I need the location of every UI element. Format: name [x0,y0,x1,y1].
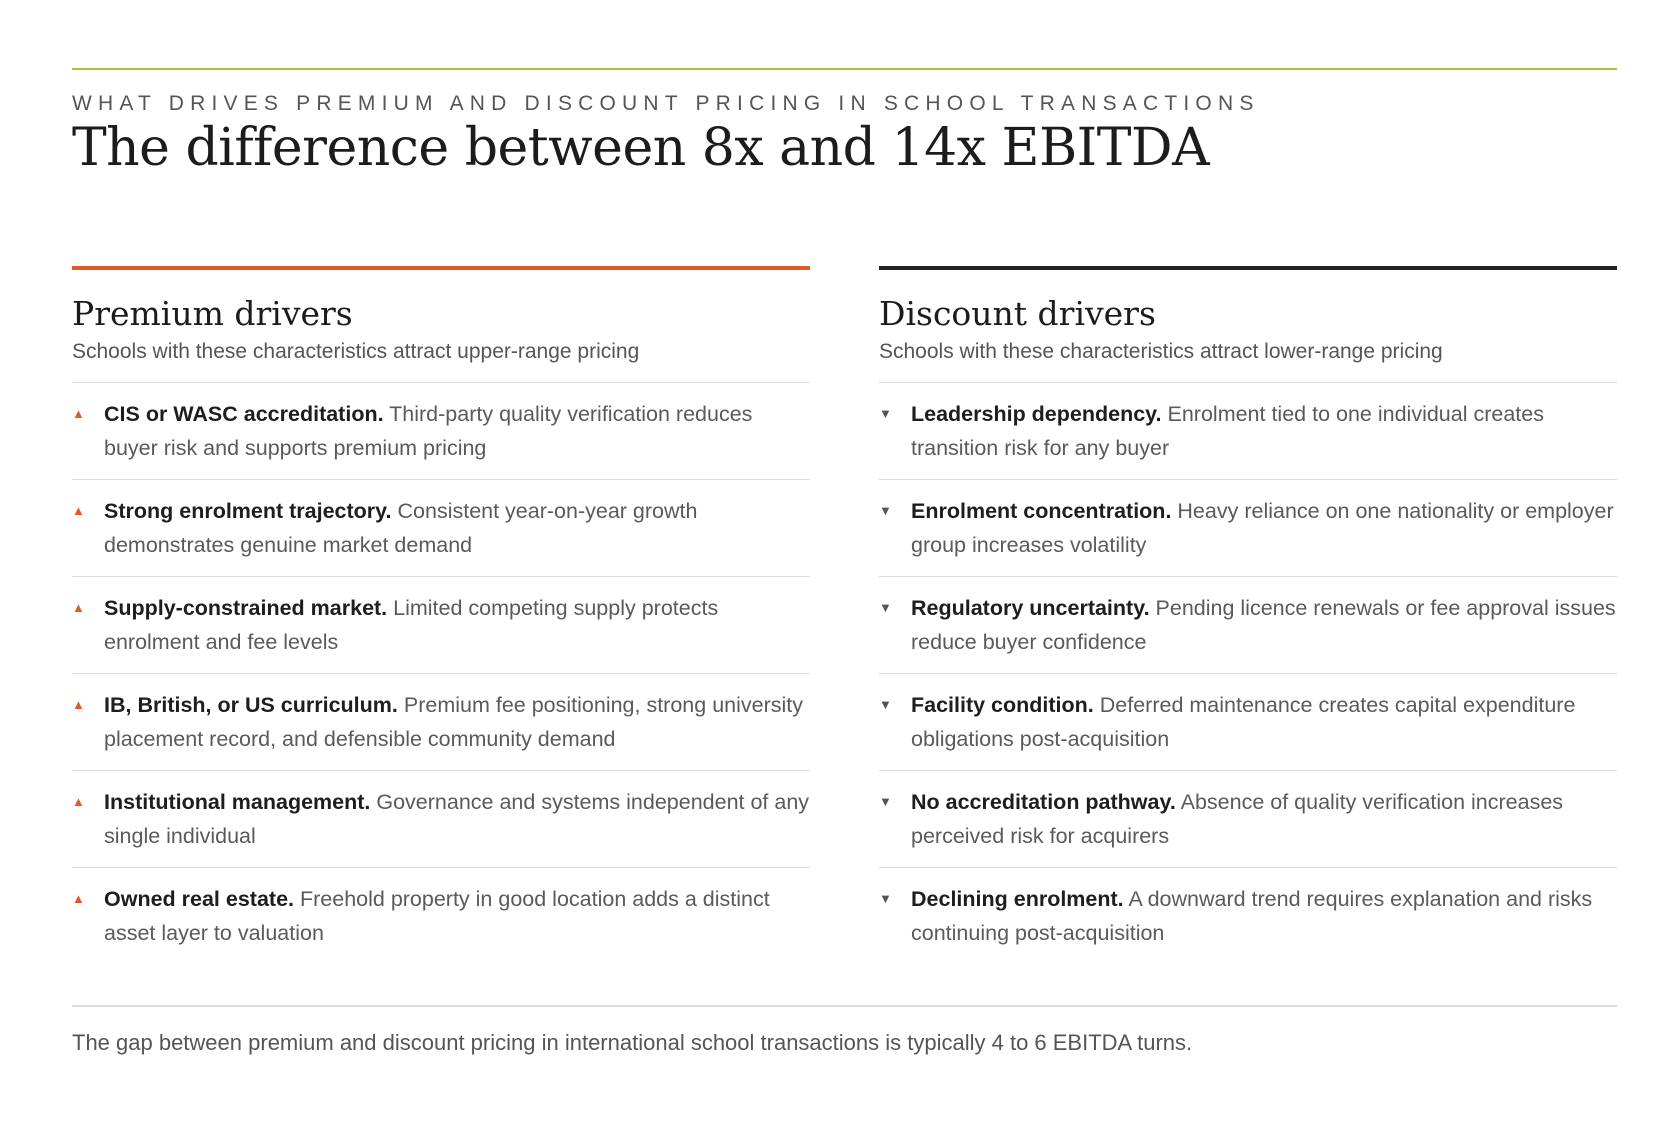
discount-driver-text [911,688,1617,756]
discount-driver-title: Facility condition. [911,693,1094,717]
up-triangle-icon: ▲ [72,891,85,906]
discount-driver-title: Regulatory uncertainty. [911,596,1150,620]
down-triangle-icon: ▼ [879,406,892,421]
discount-driver-text [911,591,1617,659]
footer-note: The gap between premium and discount pricing in international school transactions is typically 4 to 6 EBITDA turns. [72,1030,1193,1055]
premium-driver-title: Institutional management. [104,790,371,814]
discount-driver-text [911,397,1617,465]
discount-driver-description: Heavy reliance on one nationality or employer group increases volatility [911,499,1614,557]
discount-driver-text [911,494,1617,562]
premium-driver-title: IB, British, or US curriculum. [104,693,398,717]
discount-driver-item [879,674,1617,771]
premium-driver-title: Owned real estate. [104,887,294,911]
premium-heading: Premium drivers [72,294,353,333]
up-triangle-icon: ▲ [72,503,85,518]
discount-driver-text [911,785,1617,853]
premium-driver-text [104,882,810,950]
premium-driver-item [72,771,810,868]
down-triangle-icon: ▼ [879,891,892,906]
up-triangle-icon: ▲ [72,406,85,421]
premium-driver-item [72,577,810,674]
premium-driver-text [104,591,810,659]
down-triangle-icon: ▼ [879,600,892,615]
discount-driver-title: Declining enrolment. [911,887,1124,911]
discount-driver-item [879,868,1617,964]
eyebrow-label: WHAT DRIVES PREMIUM AND DISCOUNT PRICING IN SCHOOL TRANSACTIONS [72,92,1260,115]
premium-driver-description: Premium fee positioning, strong university placement record, and defensible community demand [104,693,804,751]
page-title: The difference between 8x and 14x EBITDA [72,118,1210,178]
discount-driver-item [879,577,1617,674]
discount-driver-text [911,882,1617,950]
footer-divider [72,1005,1617,1007]
discount-driver-item [879,383,1617,480]
up-triangle-icon: ▲ [72,600,85,615]
discount-driver-description: A downward trend requires explanation and risks continuing post-acquisition [911,887,1593,945]
premium-driver-title: Supply-constrained market. [104,596,388,620]
premium-driver-item [72,868,810,964]
premium-driver-text [104,494,810,562]
discount-driver-title: Enrolment concentration. [911,499,1172,523]
discount-driver-description: Enrolment tied to one individual creates transition risk for any buyer [911,402,1544,460]
premium-driver-description: Third-party quality verification reduces buyer risk and supports premium pricing [104,402,753,460]
discount-drivers-column [879,266,1617,964]
premium-subheading: Schools with these characteristics attract upper-range pricing [72,340,640,363]
premium-driver-description: Governance and systems independent of any single individual [104,790,810,848]
discount-driver-item [879,480,1617,577]
up-triangle-icon: ▲ [72,794,85,809]
premium-driver-description: Freehold property in good location adds a distinct asset layer to valuation [104,887,770,945]
premium-driver-title: CIS or WASC accreditation. [104,402,384,426]
down-triangle-icon: ▼ [879,697,892,712]
premium-driver-text [104,688,810,756]
discount-driver-description: Deferred maintenance creates capital expenditure obligations post-acquisition [911,693,1576,751]
premium-driver-description: Consistent year-on-year growth demonstrates genuine market demand [104,499,698,557]
down-triangle-icon: ▼ [879,794,892,809]
discount-accent-rule [879,266,1617,270]
premium-driver-description: Limited competing supply protects enrolment and fee levels [104,596,719,654]
discount-driver-description: Pending licence renewals or fee approval issues reduce buyer confidence [911,596,1616,654]
discount-heading: Discount drivers [879,294,1156,333]
discount-driver-title: No accreditation pathway. [911,790,1176,814]
discount-driver-title: Leadership dependency. [911,402,1162,426]
discount-driver-description: Absence of quality verification increases perceived risk for acquirers [911,790,1564,848]
premium-drivers-column [72,266,810,964]
discount-driver-item [879,771,1617,868]
discount-driver-list [879,382,1617,964]
down-triangle-icon: ▼ [879,503,892,518]
top-accent-rule [72,68,1617,70]
premium-driver-text [104,785,810,853]
discount-subheading: Schools with these characteristics attract lower-range pricing [879,340,1443,363]
premium-driver-item [72,674,810,771]
up-triangle-icon: ▲ [72,697,85,712]
premium-driver-item [72,383,810,480]
premium-driver-title: Strong enrolment trajectory. [104,499,392,523]
premium-driver-list [72,382,810,964]
premium-driver-item [72,480,810,577]
premium-driver-text [104,397,810,465]
premium-accent-rule [72,266,810,270]
